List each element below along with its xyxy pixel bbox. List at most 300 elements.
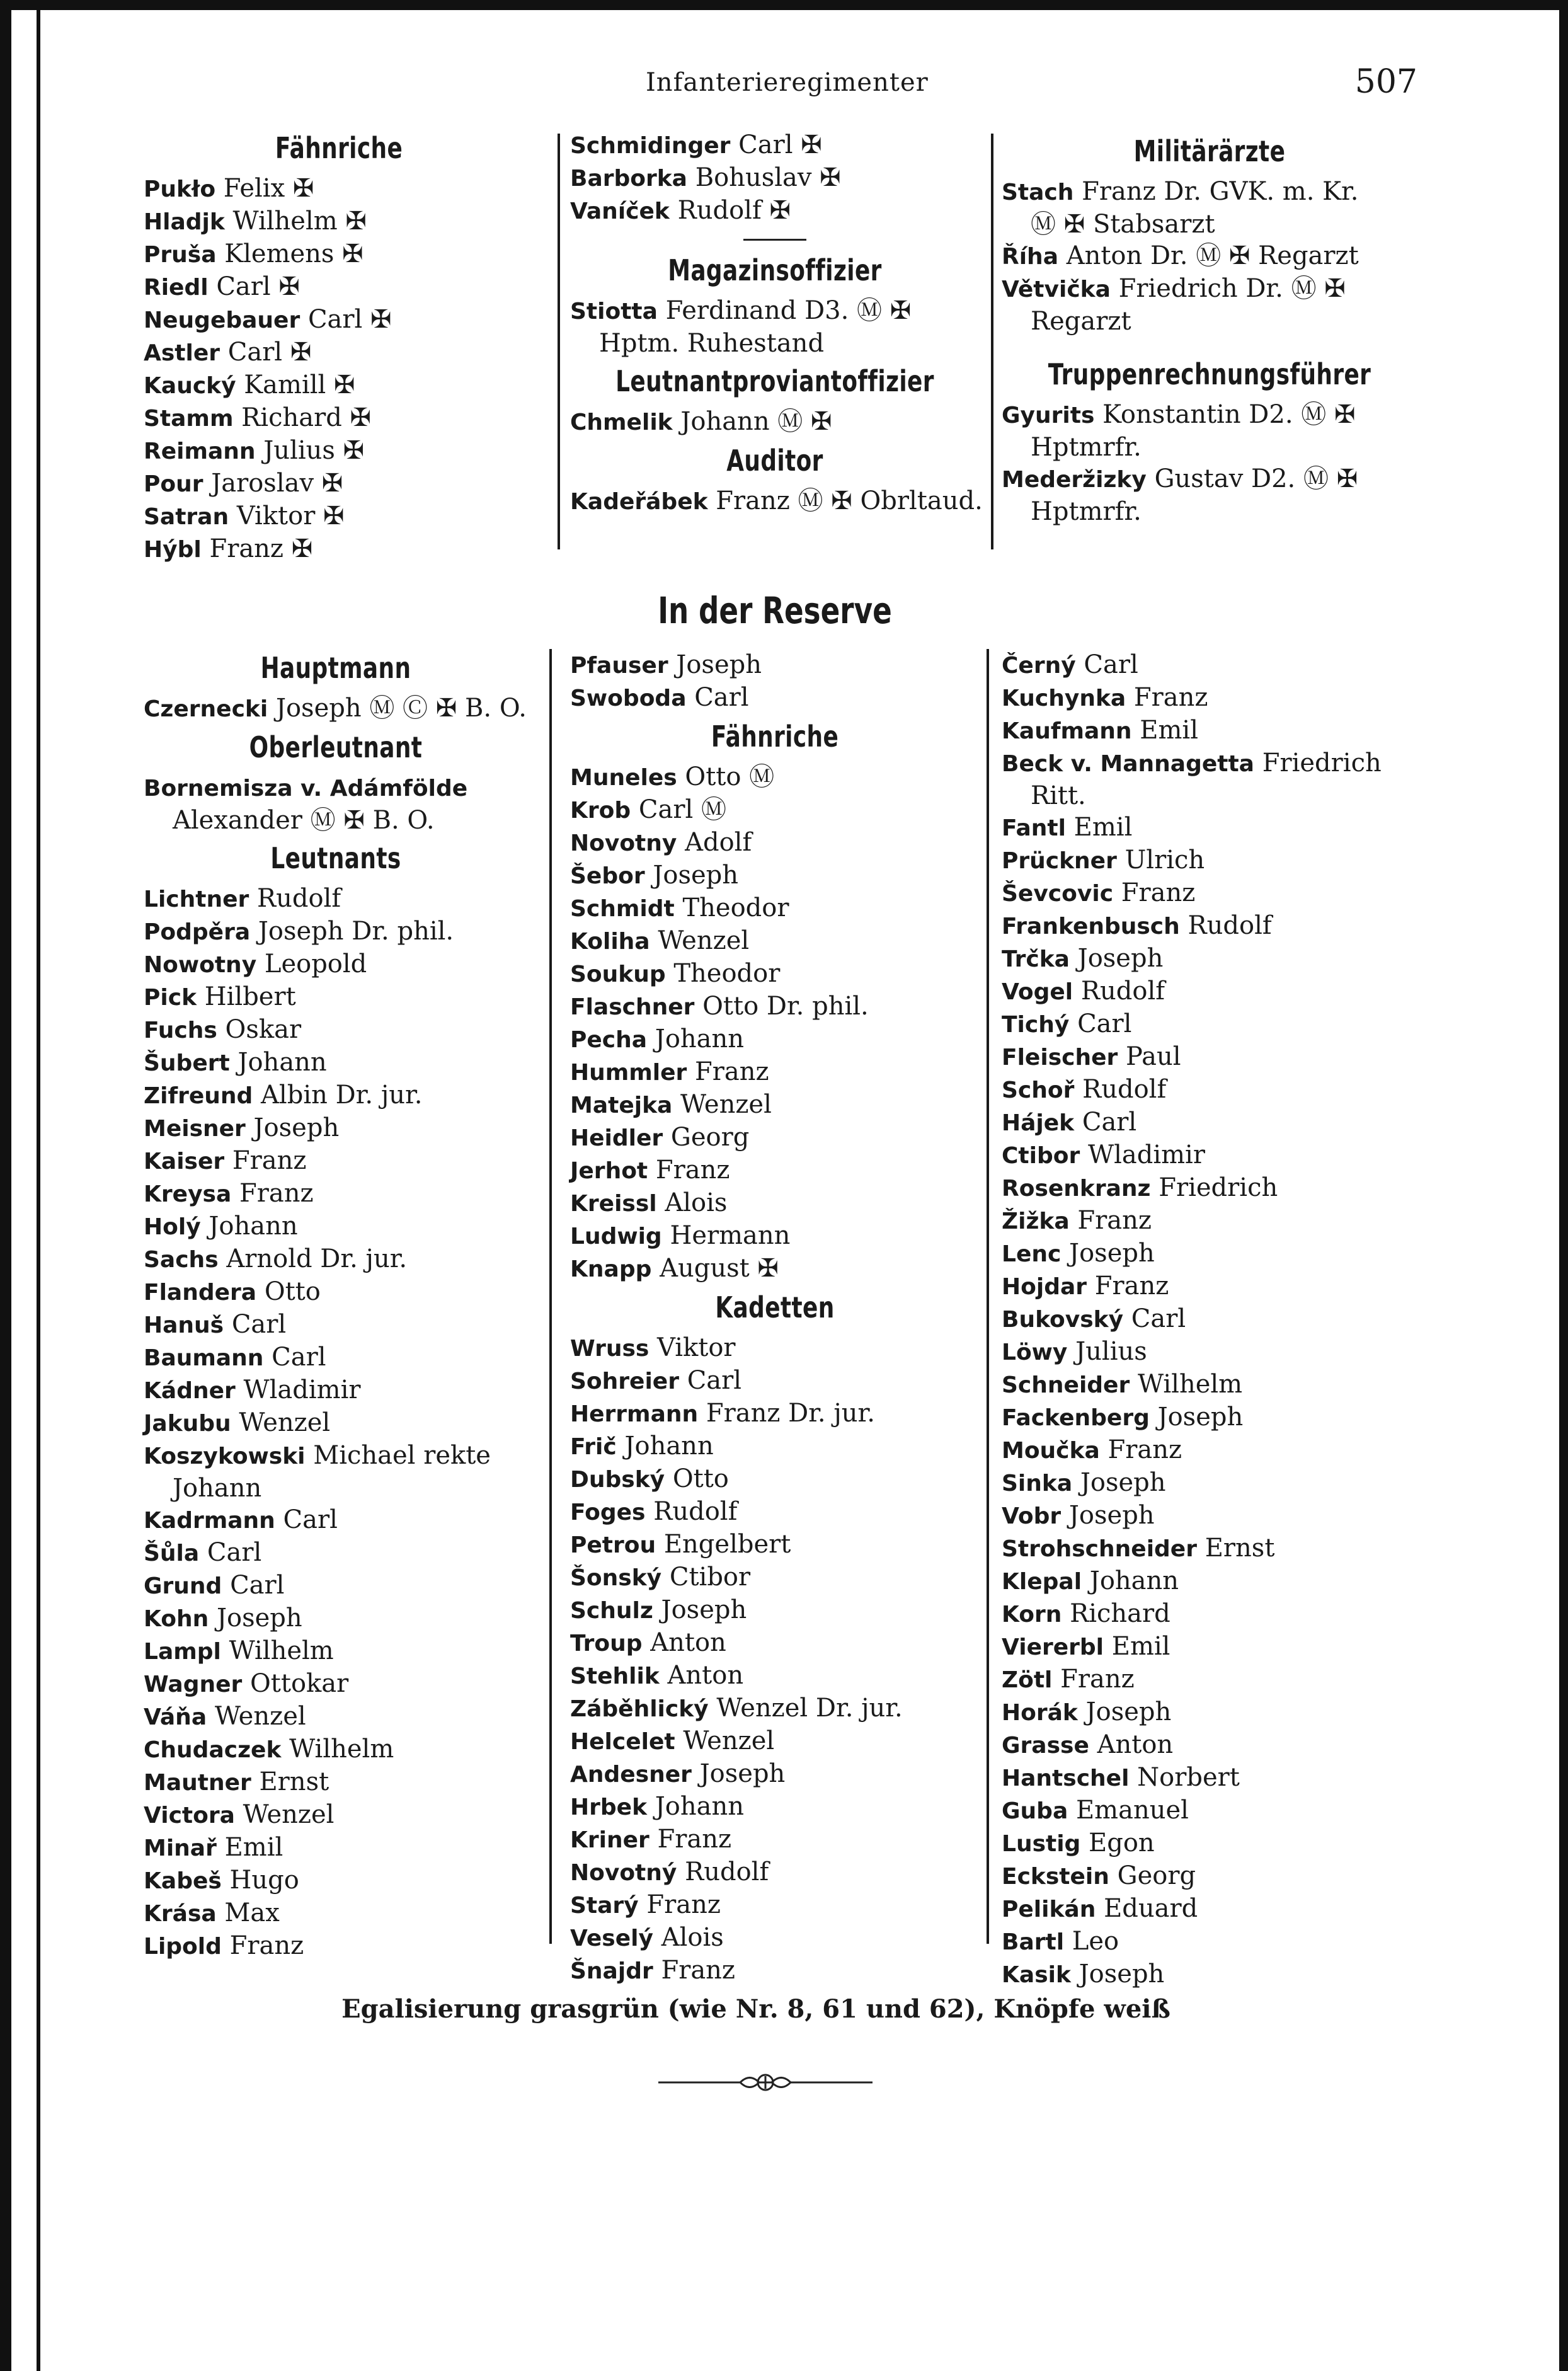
list-item — [144, 304, 534, 336]
given-name: Klemens ✠ — [224, 239, 363, 268]
surname: Šonský — [570, 1565, 662, 1591]
list-item — [1002, 1237, 1417, 1270]
surname: Heidler — [570, 1125, 663, 1151]
surname: Moučka — [1002, 1438, 1100, 1464]
entry-subline: Regarzt — [1031, 307, 1131, 336]
surname: Horák — [1002, 1700, 1078, 1726]
surname: Kaiser — [144, 1149, 225, 1174]
given-name: Otto Dr. phil. — [702, 992, 869, 1021]
list-item — [144, 1864, 528, 1897]
surname: Andesner — [570, 1762, 692, 1788]
col1-reserve — [144, 646, 528, 1963]
given-name: Johann — [237, 1048, 327, 1077]
list-item — [570, 1660, 980, 1692]
surname: Frič — [570, 1434, 617, 1460]
list-item — [570, 1220, 980, 1253]
given-name: Carl Ⓜ — [638, 795, 726, 824]
list-item — [570, 958, 980, 990]
given-name: Emil — [1111, 1632, 1170, 1661]
section-divider — [743, 239, 806, 241]
list-item — [570, 1922, 980, 1955]
oberleutnant-entry: Bornemisza v. Adámfölde Alexander Ⓜ ✠ B. O. — [144, 776, 468, 835]
given-name: Friedrich Dr. Ⓜ ✠ — [1118, 274, 1346, 303]
list-item — [1002, 1106, 1417, 1139]
list-item — [144, 1243, 528, 1276]
surname: Wruss — [570, 1336, 650, 1362]
given-name: Engelbert — [663, 1530, 791, 1559]
oberleutnant-heading: Oberleutnant — [249, 730, 423, 764]
hauptmann-heading: Hauptmann — [260, 651, 411, 685]
given-name: Rudolf — [256, 884, 341, 913]
given-name: Johann — [1089, 1566, 1179, 1595]
col2-top-list — [570, 129, 980, 227]
surname: Kreysa — [144, 1181, 232, 1207]
given-name: Wenzel — [680, 1090, 772, 1119]
surname: Klepal — [1002, 1569, 1082, 1595]
list-item — [1002, 975, 1417, 1008]
given-name: Albin Dr. jur. — [261, 1081, 423, 1110]
surname: Veselý — [570, 1926, 653, 1951]
surname: Riedl — [144, 275, 209, 301]
surname: Beck v. Mannagetta — [1002, 751, 1254, 777]
list-item — [144, 1799, 528, 1832]
given-name: Carl — [687, 1366, 742, 1395]
list-item — [144, 1668, 528, 1701]
given-name: Konstantin D2. Ⓜ ✠ — [1102, 400, 1356, 429]
surname: Troup — [570, 1631, 643, 1656]
given-name: Carl — [694, 683, 749, 712]
surname: Gyurits — [1002, 403, 1095, 428]
surname: Lenc — [1002, 1241, 1062, 1267]
list-item — [570, 761, 980, 794]
given-name: Anton — [667, 1661, 744, 1690]
surname: Šnajdr — [570, 1958, 653, 1984]
surname: Schneider — [1002, 1372, 1130, 1398]
surname: Strohschneider — [1002, 1536, 1197, 1562]
given-name: Egon — [1089, 1828, 1155, 1857]
surname: Baumann — [144, 1345, 264, 1371]
surname: Kadrmann — [144, 1508, 275, 1534]
col2-reserve — [570, 649, 980, 1987]
given-name: Otto Ⓜ — [685, 762, 775, 791]
list-item — [570, 1889, 980, 1922]
given-name: Wenzel — [243, 1800, 335, 1829]
list-item — [1002, 1565, 1417, 1598]
surname: Ludwig — [570, 1224, 662, 1249]
list-item — [144, 402, 534, 435]
given-name: Richard ✠ — [241, 403, 372, 432]
given-name: Otto — [264, 1277, 321, 1306]
given-name: Felix ✠ — [223, 174, 314, 203]
surname: Lipold — [144, 1934, 222, 1960]
list-item — [1002, 1205, 1417, 1237]
list-item — [144, 1635, 528, 1668]
given-name: Rudolf ✠ — [677, 196, 791, 225]
given-name: Arnold Dr. jur. — [226, 1244, 408, 1273]
given-name: Carl ✠ — [227, 338, 312, 367]
surname: Novotny — [570, 830, 677, 856]
list-item — [1002, 1696, 1417, 1729]
surname: Grasse — [1002, 1733, 1089, 1759]
given-name: Hilbert — [204, 982, 296, 1011]
list-item — [1002, 1336, 1417, 1369]
list-item — [1002, 176, 1417, 209]
surname: Hanuš — [144, 1312, 224, 1338]
ornament-divider — [658, 2067, 873, 2098]
given-name: Johann — [655, 1025, 745, 1053]
list-item — [144, 1341, 528, 1374]
list-item — [1002, 1958, 1417, 1991]
given-name: Wladimir — [243, 1375, 361, 1404]
given-name: Franz — [655, 1156, 730, 1185]
given-name: Franz — [1060, 1665, 1135, 1694]
given-name: Joseph — [1069, 1239, 1155, 1268]
list-item — [144, 1701, 528, 1733]
list-item — [144, 1537, 528, 1570]
given-name: Paul — [1125, 1042, 1181, 1071]
given-name: Rudolf — [1080, 977, 1165, 1006]
given-name: Joseph — [1077, 944, 1164, 973]
list-item — [144, 1145, 528, 1178]
list-item — [144, 205, 534, 238]
list-item — [144, 1014, 528, 1047]
given-name: Emil — [224, 1833, 283, 1862]
surname: Hájek — [1002, 1110, 1075, 1136]
surname: Hladjk — [144, 209, 225, 235]
surname: Petrou — [570, 1532, 656, 1558]
surname: Schmidinger — [570, 133, 731, 159]
list-item — [570, 129, 980, 162]
surname: Fleischer — [1002, 1045, 1118, 1071]
surname: Minař — [144, 1835, 217, 1861]
magazin-entry-sub: Hptm. Ruhestand — [599, 329, 825, 358]
surname: Ctibor — [1002, 1143, 1080, 1169]
given-name: Joseph — [676, 650, 762, 679]
given-name: Carl — [283, 1505, 338, 1534]
given-name: Wenzel — [214, 1702, 306, 1731]
surname: Pruša — [144, 242, 217, 268]
list-item — [144, 1079, 528, 1112]
surname: Koszykowski — [144, 1444, 306, 1469]
given-name: Joseph — [1085, 1697, 1172, 1726]
list-item — [570, 649, 980, 682]
list-item — [1002, 1500, 1417, 1532]
list-item — [1002, 1663, 1417, 1696]
list-item — [1002, 1467, 1417, 1500]
surname: Šebor — [570, 863, 645, 889]
list-item — [570, 827, 980, 859]
reserve-faehnriche-list — [570, 761, 980, 1285]
surname: Záběhlický — [570, 1696, 709, 1722]
given-name: Wenzel — [239, 1408, 331, 1437]
surname: Pick — [144, 985, 197, 1011]
list-item — [570, 1253, 980, 1285]
surname: Šubert — [144, 1050, 230, 1076]
list-item — [144, 1602, 528, 1635]
given-name: Alois — [661, 1923, 724, 1952]
list-item — [1002, 1532, 1417, 1565]
given-name: Ulrich — [1124, 846, 1205, 875]
list-item — [1002, 1008, 1417, 1041]
surname: Soukup — [570, 962, 666, 987]
list-item — [1002, 877, 1417, 910]
list-item — [144, 533, 534, 566]
list-item — [1002, 1631, 1417, 1663]
given-name: Joseph — [1157, 1403, 1244, 1432]
given-name: Leo — [1072, 1927, 1119, 1956]
list-item — [570, 1594, 980, 1627]
surname: Kriner — [570, 1827, 650, 1853]
surname: Podpěra — [144, 919, 251, 945]
rechnungsfuehrer-list — [1002, 399, 1417, 527]
list-item — [570, 682, 980, 715]
surname: Kuchynka — [1002, 686, 1126, 711]
given-name: Carl ✠ — [216, 272, 300, 301]
list-item — [144, 1276, 528, 1309]
list-item — [570, 1791, 980, 1823]
given-name: Wilhelm — [1137, 1370, 1243, 1399]
faehnriche-heading: Fähnriche — [275, 131, 403, 165]
column-rule-2-top — [991, 134, 993, 549]
surname: Vaníček — [570, 198, 670, 224]
surname: Löwy — [1002, 1340, 1068, 1365]
list-item — [1002, 1041, 1417, 1074]
given-name: Joseph — [216, 1604, 302, 1633]
given-name: Eduard — [1104, 1894, 1198, 1923]
given-name: Franz — [232, 1146, 307, 1175]
list-item — [144, 981, 528, 1014]
list-item — [570, 1089, 980, 1122]
surname: Tichý — [1002, 1012, 1070, 1038]
given-name: Franz — [657, 1825, 732, 1854]
leutnants-list — [144, 883, 528, 1963]
col2-top — [570, 129, 983, 518]
list-item — [1002, 1074, 1417, 1106]
surname: Větvička — [1002, 277, 1111, 302]
surname: Sohreier — [570, 1369, 679, 1394]
list-item — [144, 369, 534, 402]
surname: Hýbl — [144, 537, 202, 563]
surname: Kasik — [1002, 1962, 1071, 1988]
surname: Herrmann — [570, 1401, 699, 1427]
surname: Flandera — [144, 1280, 257, 1306]
surname: Kabeš — [144, 1868, 222, 1894]
list-item — [1002, 1762, 1417, 1794]
given-name: Georg — [1117, 1861, 1196, 1890]
list-item — [1002, 1434, 1417, 1467]
given-name: Bohuslav ✠ — [695, 163, 841, 192]
surname: Koliha — [570, 929, 650, 955]
given-name: Hermann — [670, 1221, 791, 1250]
surname: Korn — [1002, 1602, 1062, 1628]
proviant-entry: Chmelik Johann Ⓜ ✠ — [570, 407, 832, 436]
list-item — [570, 1023, 980, 1056]
given-name: Ernst — [1205, 1534, 1275, 1563]
surname: Stehlik — [570, 1663, 660, 1689]
surname: Černý — [1002, 653, 1076, 679]
col3-reserve — [1002, 649, 1417, 1991]
scan-border-right — [1559, 0, 1568, 2371]
kadetten-list — [570, 1332, 980, 1987]
list-item — [144, 1930, 528, 1963]
reserve-heading: In der Reserve — [658, 589, 892, 632]
surname: Kaufmann — [1002, 718, 1132, 744]
surname: Krása — [144, 1901, 217, 1927]
entry-subline: Hptmrfr. — [1031, 497, 1142, 526]
list-item — [144, 1440, 528, 1504]
list-item — [1002, 943, 1417, 975]
surname: Helcelet — [570, 1729, 675, 1755]
given-name: Hugo — [229, 1866, 299, 1895]
footer-note: Egalisierung grasgrün (wie Nr. 8, 61 und 62), Knöpfe weiß — [341, 1994, 1170, 2024]
surname: Hantschel — [1002, 1765, 1130, 1791]
list-item — [1002, 463, 1417, 496]
given-name: Anton — [1097, 1730, 1174, 1759]
given-name: Leopold — [264, 950, 367, 979]
surname: Lichtner — [144, 887, 249, 912]
given-name: Carl — [1082, 1108, 1137, 1137]
given-name: Franz — [1107, 1435, 1182, 1464]
surname: Vobr — [1002, 1503, 1062, 1529]
list-item — [144, 1309, 528, 1341]
surname: Jakubu — [144, 1411, 231, 1437]
column-rule-2-bottom — [987, 649, 989, 1944]
list-item — [144, 948, 528, 981]
list-item — [144, 1897, 528, 1930]
given-name: Joseph — [699, 1759, 786, 1788]
surname: Fuchs — [144, 1018, 217, 1043]
surname: Rosenkranz — [1002, 1176, 1151, 1202]
given-name: Joseph Dr. phil. — [258, 917, 454, 946]
surname: Neugebauer — [144, 307, 300, 333]
surname: Novotný — [570, 1860, 677, 1886]
surname: Váňa — [144, 1704, 207, 1730]
list-item — [1002, 273, 1417, 306]
given-name: Franz — [1077, 1206, 1152, 1235]
surname: Lustig — [1002, 1831, 1081, 1857]
given-name: Rudolf — [1082, 1075, 1167, 1104]
given-name: Viktor — [657, 1333, 736, 1362]
list-item — [144, 468, 534, 500]
surname: Sachs — [144, 1247, 219, 1273]
given-name: Friedrich — [1159, 1173, 1278, 1202]
surname: Stach — [1002, 180, 1074, 205]
list-item — [144, 435, 534, 468]
given-name: Joseph — [661, 1595, 747, 1624]
list-item — [1002, 1729, 1417, 1762]
list-item — [1002, 1794, 1417, 1827]
given-name: Carl — [1131, 1304, 1186, 1333]
given-name: Julius ✠ — [263, 436, 365, 465]
given-name: Joseph — [1079, 1960, 1165, 1989]
list-item — [570, 1154, 980, 1187]
list-item — [1002, 1139, 1417, 1172]
given-name: Franz ✠ — [209, 534, 313, 563]
surname: Fackenberg — [1002, 1405, 1150, 1431]
surname: Kohn — [144, 1606, 209, 1632]
given-name: Rudolf — [1187, 911, 1272, 940]
list-item — [1002, 1401, 1417, 1434]
list-item — [144, 271, 534, 304]
aerzte-list — [1002, 176, 1417, 337]
list-item — [570, 1561, 980, 1594]
surname: Hojdar — [1002, 1274, 1087, 1300]
list-item — [570, 1122, 980, 1154]
given-name: Franz — [229, 1931, 304, 1960]
list-item — [144, 1570, 528, 1602]
list-item — [144, 336, 534, 369]
scan-border-left — [0, 0, 11, 2371]
surname: Satran — [144, 504, 229, 530]
given-name: Johann — [624, 1432, 714, 1461]
list-item — [570, 1332, 980, 1365]
surname: Grund — [144, 1573, 222, 1599]
given-name: Carl — [1077, 1009, 1132, 1038]
given-name: Alois — [665, 1188, 728, 1217]
given-name: Carl — [230, 1571, 285, 1600]
list-item — [570, 1758, 980, 1791]
list-item — [144, 916, 528, 948]
kadetten-heading: Kadetten — [715, 1290, 835, 1324]
list-item — [1002, 812, 1417, 844]
surname: Foges — [570, 1500, 646, 1525]
surname: Eckstein — [1002, 1864, 1109, 1890]
given-name: Franz — [661, 1956, 735, 1985]
surname: Bukovský — [1002, 1307, 1124, 1333]
list-item — [1002, 1926, 1417, 1958]
list-item — [144, 1766, 528, 1799]
surname: Pukło — [144, 176, 216, 202]
given-name: Franz — [646, 1890, 721, 1919]
given-name: Joseph — [1068, 1501, 1155, 1530]
surname: Říha — [1002, 244, 1058, 270]
given-name: Wenzel Dr. jur. — [716, 1694, 903, 1723]
given-name: Joseph — [253, 1113, 340, 1142]
given-name: Anton — [650, 1628, 726, 1657]
given-name: Wilhelm — [229, 1636, 334, 1665]
surname: Stamm — [144, 406, 234, 432]
surname: Muneles — [570, 765, 677, 791]
surname: Pecha — [570, 1027, 648, 1053]
list-item — [1002, 1369, 1417, 1401]
entry-subline: Hptmrfr. — [1031, 433, 1142, 462]
list-item — [570, 794, 980, 827]
surname: Schoř — [1002, 1077, 1075, 1103]
surname: Pour — [144, 471, 203, 497]
surname: Kaucký — [144, 373, 236, 399]
surname: Kreissl — [570, 1191, 657, 1217]
surname: Prückner — [1002, 848, 1117, 874]
surname: Nowotny — [144, 952, 257, 978]
list-item — [144, 1047, 528, 1079]
given-name: Carl — [207, 1538, 262, 1567]
given-name: Franz — [1121, 878, 1196, 907]
list-item — [1002, 399, 1417, 432]
list-item — [1002, 649, 1417, 682]
given-name: Johann — [209, 1212, 298, 1241]
surname: Pelikán — [1002, 1897, 1096, 1922]
auditor-heading: Auditor — [726, 444, 823, 478]
list-item — [1002, 1598, 1417, 1631]
surname: Chudaczek — [144, 1737, 282, 1763]
list-item — [144, 1832, 528, 1864]
list-item — [570, 925, 980, 958]
surname: Astler — [144, 340, 220, 366]
list-item — [570, 1430, 980, 1463]
list-item — [570, 1955, 980, 1987]
given-name: Franz Dr. jur. — [706, 1399, 875, 1428]
surname: Zötl — [1002, 1667, 1053, 1693]
